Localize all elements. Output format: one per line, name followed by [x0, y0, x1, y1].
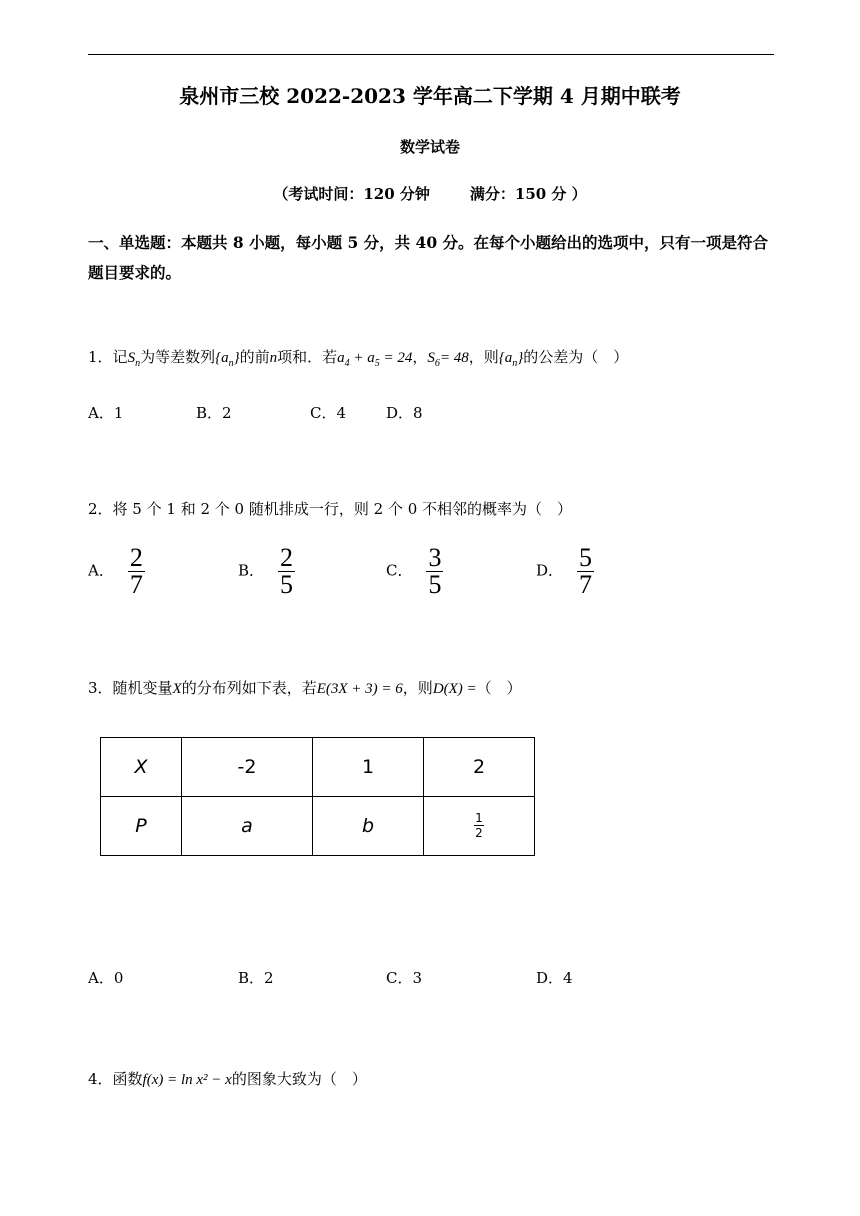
- table-cell: 2: [424, 738, 535, 797]
- table-row: [101, 797, 535, 856]
- header-rule: [88, 54, 774, 55]
- option-d[interactable]: D．8: [386, 404, 423, 422]
- table-row: [101, 738, 535, 797]
- option-a[interactable]: A． $\frac{2}{7}$: [88, 543, 143, 599]
- option-c[interactable]: C．4: [310, 404, 347, 422]
- option-b[interactable]: B．2: [238, 969, 274, 987]
- table-cell: 1: [313, 738, 424, 797]
- option-c[interactable]: C．3: [386, 969, 423, 987]
- question-4: 4．函数f(x) = ln x² − x的图象大致为（ ）: [88, 1070, 367, 1088]
- table-cell: -2: [182, 738, 313, 797]
- distribution-table: [100, 737, 535, 856]
- exam-info: [0, 183, 860, 204]
- option-d[interactable]: D．4: [536, 969, 573, 987]
- option-b[interactable]: B． $\frac{2}{5}$: [238, 543, 294, 599]
- exam-time: （考试时间：120 分钟: [273, 185, 430, 203]
- option-a[interactable]: A．0: [88, 969, 124, 987]
- table-cell: $\frac{1}{2}$: [424, 797, 535, 856]
- page-subtitle: 数学试卷: [399, 138, 460, 156]
- question-2: 2．将 5 个 1 和 2 个 0 随机排成一行，则 2 个 0 不相邻的概率为（ ）: [88, 500, 573, 518]
- table-cell: P: [101, 797, 182, 856]
- exam-score: 满分：150 分 ）: [469, 185, 587, 203]
- section-heading: 一、单选题：本题共 8 小题，每小题 5 分，共 40 分。在每个小题给出的选项中，只有一项是符合题目要求的。: [88, 233, 769, 282]
- math-an: $\{a_n\}$: [215, 350, 240, 369]
- table-cell: b: [313, 797, 424, 856]
- table-cell: X: [101, 738, 182, 797]
- option-d[interactable]: D． $\frac{5}{7}$: [536, 543, 593, 599]
- table-cell: a: [182, 797, 313, 856]
- option-a[interactable]: A．1: [88, 404, 124, 422]
- question-1: 1．记$S_n$为等差数列$\{a_n\}$的前n项和．若$a_4 + a_5 = 24$，$S_6= 48$，则$\{a_n\}$的公差为（ ）: [88, 348, 629, 369]
- option-c[interactable]: C． $\frac{3}{5}$: [386, 543, 442, 599]
- page-title: 泉州市三校 2022-2023 学年高二下学期 4 月期中联考: [179, 84, 681, 108]
- math-a4-a5: $a_4 + a_5$: [337, 350, 380, 369]
- option-b[interactable]: B．2: [196, 404, 232, 422]
- question-3: 3．随机变量X的分布列如下表，若E(3X + 3) = 6，则D(X) =（ ）: [88, 679, 522, 697]
